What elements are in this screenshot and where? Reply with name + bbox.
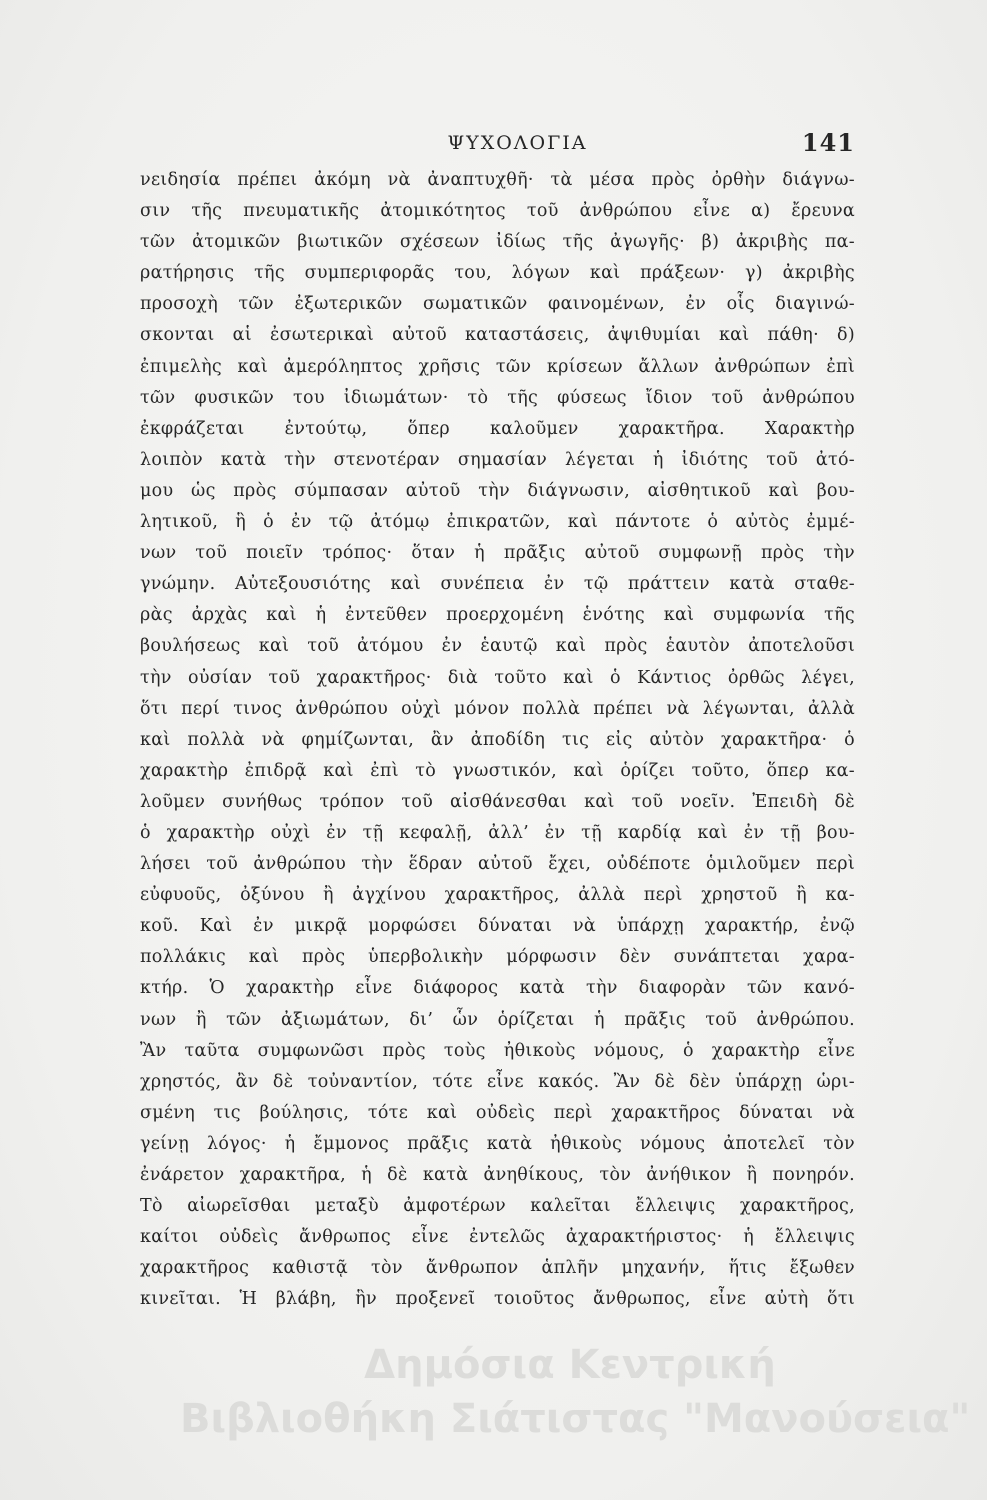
text-line: λητικοῦ, ἣ ὁ ἐν τῷ ἀτόμῳ ἐπικρατῶν, καὶ πάντοτε ὁ αὐτὸς ἐμμέ- xyxy=(140,512,855,533)
page-header xyxy=(140,128,855,160)
text-line: λοῦμεν συνήθως τρόπον τοῦ αἰσθάνεσθαι καὶ τοῦ νοεῖν. Ἐπειδὴ δὲ xyxy=(140,791,855,812)
text-line: ἐκφράζεται ἐντούτῳ, ὅπερ καλοῦμεν χαρακτῆρα. Χαρακτὴρ xyxy=(140,418,855,439)
text-line: Τὸ αἰωρεῖσθαι μεταξὺ ἀμφοτέρων καλεῖται ἔλλειψις χαρακτῆρος, xyxy=(140,1196,855,1217)
text-line: σμένη τις βούλησις, τότε καὶ οὐδεὶς περὶ χαρακτῆρος δύναται νὰ xyxy=(140,1102,855,1123)
text-line: γνώμην. Αὐτεξουσιότης καὶ συνέπεια ἐν τῷ πράττειν κατὰ σταθε- xyxy=(140,574,855,595)
text-line: γείνῃ λόγος· ἡ ἔμμονος πρᾶξις κατὰ ἠθικοὺς νόμους ἀποτελεῖ τὸν xyxy=(140,1133,855,1154)
text-line: κτήρ. Ὁ χαρακτὴρ εἶνε διάφορος κατὰ τὴν διαφορὰν τῶν κανό- xyxy=(140,978,855,999)
text-line: χαρακτῆρος καθιστᾷ τὸν ἄνθρωπον ἁπλῆν μηχανήν, ἥτις ἔξωθεν xyxy=(140,1258,855,1279)
text-line: προσοχὴ τῶν ἐξωτερικῶν σωματικῶν φαινομένων, ἐν οἷς διαγινώ- xyxy=(140,294,855,315)
text-line: εὐφυοῦς, ὀξύνου ἢ ἀγχίνου χαρακτῆρος, ἀλλὰ περὶ χρηστοῦ ἢ κα- xyxy=(140,885,855,906)
text-line: νων ἢ τῶν ἀξιωμάτων, δι’ ὧν ὁρίζεται ἡ πρᾶξις τοῦ ἀνθρώπου. xyxy=(140,1009,855,1030)
text-line: τὴν οὐσίαν τοῦ χαρακτῆρος· διὰ τοῦτο καὶ ὁ Κάντιος ὀρθῶς λέγει, xyxy=(140,667,855,688)
text-line: ρατήρησις τῆς συμπεριφορᾶς του, λόγων καὶ πράξεων· γ) ἀκριβὴς xyxy=(140,263,855,284)
text-line: καὶ πολλὰ νὰ φημίζωνται, ἂν ἀποδίδη τις εἰς αὐτὸν χαρακτῆρα· ὁ xyxy=(140,729,855,750)
text-line: ἐπιμελὴς καὶ ἀμερόληπτος χρῆσις τῶν κρίσεων ἄλλων ἀνθρώπων ἐπὶ xyxy=(140,356,855,377)
body-text xyxy=(140,165,855,1315)
text-line: τῶν φυσικῶν του ἰδιωμάτων· τὸ τῆς φύσεως ἴδιον τοῦ ἀνθρώπου xyxy=(140,387,855,408)
text-line: λήσει τοῦ ἀνθρώπου τὴν ἕδραν αὐτοῦ ἔχει, οὐδέποτε ὁμιλοῦμεν περὶ xyxy=(140,854,855,875)
text-line: κινεῖται. Ἡ βλάβη, ἣν προξενεῖ τοιοῦτος ἄνθρωπος, εἶνε αὐτὴ ὅτι xyxy=(140,1289,855,1310)
text-line: ὅτι περί τινος ἀνθρώπου οὐχὶ μόνον πολλὰ πρέπει νὰ λέγωνται, ἀλλὰ xyxy=(140,698,855,719)
text-line: βουλήσεως καὶ τοῦ ἀτόμου ἐν ἑαυτῷ καὶ πρὸς ἑαυτὸν ἀποτελοῦσι xyxy=(140,636,855,657)
text-line: πολλάκις καὶ πρὸς ὑπερβολικὴν μόρφωσιν δὲν συνάπτεται χαρα- xyxy=(140,947,855,968)
text-line: ὁ χαρακτὴρ οὐχὶ ἐν τῇ κεφαλῇ, ἀλλ’ ἐν τῇ καρδίᾳ καὶ ἐν τῇ βου- xyxy=(140,822,855,843)
text-line: χρηστός, ἂν δὲ τοὐναντίον, τότε εἶνε κακός. Ἂν δὲ δὲν ὑπάρχῃ ὡρι- xyxy=(140,1071,855,1092)
text-line: καίτοι οὐδεὶς ἄνθρωπος εἶνε ἐντελῶς ἀχαρακτήριστος· ἡ ἔλλειψις xyxy=(140,1227,855,1248)
text-line: μου ὡς πρὸς σύμπασαν αὐτοῦ τὴν διάγνωσιν, αἰσθητικοῦ καὶ βου- xyxy=(140,480,855,501)
page-number: 141 xyxy=(801,128,855,157)
running-title: ΨΥΧΟΛΟΓΙΑ xyxy=(447,132,588,154)
text-line: νειδησία πρέπει ἀκόμη νὰ ἀναπτυχθῆ· τὰ μέσα πρὸς ὀρθὴν διάγνω- xyxy=(140,170,855,190)
text-line: ἐνάρετον χαρακτῆρα, ἡ δὲ κατὰ ἀνηθίκους, τὸν ἀνήθικον ἢ πονηρόν. xyxy=(140,1165,855,1185)
library-watermark-line-1: Δημόσια Κεντρική xyxy=(364,1342,776,1388)
text-line: χαρακτὴρ ἐπιδρᾷ καὶ ἐπὶ τὸ γνωστικόν, καὶ ὁρίζει τοῦτο, ὅπερ κα- xyxy=(140,760,855,781)
text-line: ρὰς ἀρχὰς καὶ ἡ ἐντεῦθεν προερχομένη ἑνότης καὶ συμφωνία τῆς xyxy=(140,605,855,626)
text-line: σιν τῆς πνευματικῆς ἀτομικότητος τοῦ ἀνθρώπου εἶνε α) ἔρευνα xyxy=(140,201,855,222)
text-line: τῶν ἀτομικῶν βιωτικῶν σχέσεων ἰδίως τῆς ἀγωγῆς· β) ἀκριβὴς πα- xyxy=(140,232,855,253)
text-line: λοιπὸν κατὰ τὴν στενοτέραν σημασίαν λέγεται ἡ ἰδιότης τοῦ ἀτό- xyxy=(140,449,855,470)
text-line: Ἂν ταῦτα συμφωνῶσι πρὸς τοὺς ἠθικοὺς νόμους, ὁ χαρακτὴρ εἶνε xyxy=(140,1040,855,1061)
text-line: κοῦ. Καὶ ἐν μικρᾷ μορφώσει δύναται νὰ ὑπάρχῃ χαρακτήρ, ἐνῷ xyxy=(140,916,855,937)
text-line: νων τοῦ ποιεῖν τρόπος· ὅταν ἡ πρᾶξις αὐτοῦ συμφωνῇ πρὸς τὴν xyxy=(140,543,855,564)
text-line: σκονται αἱ ἐσωτερικαὶ αὐτοῦ καταστάσεις, ἀψιθυμίαι καὶ πάθη· δ) xyxy=(140,325,855,346)
library-watermark-line-2: Βιβλιοθήκη Σιάτιστας "Μανούσεια" xyxy=(180,1396,971,1442)
